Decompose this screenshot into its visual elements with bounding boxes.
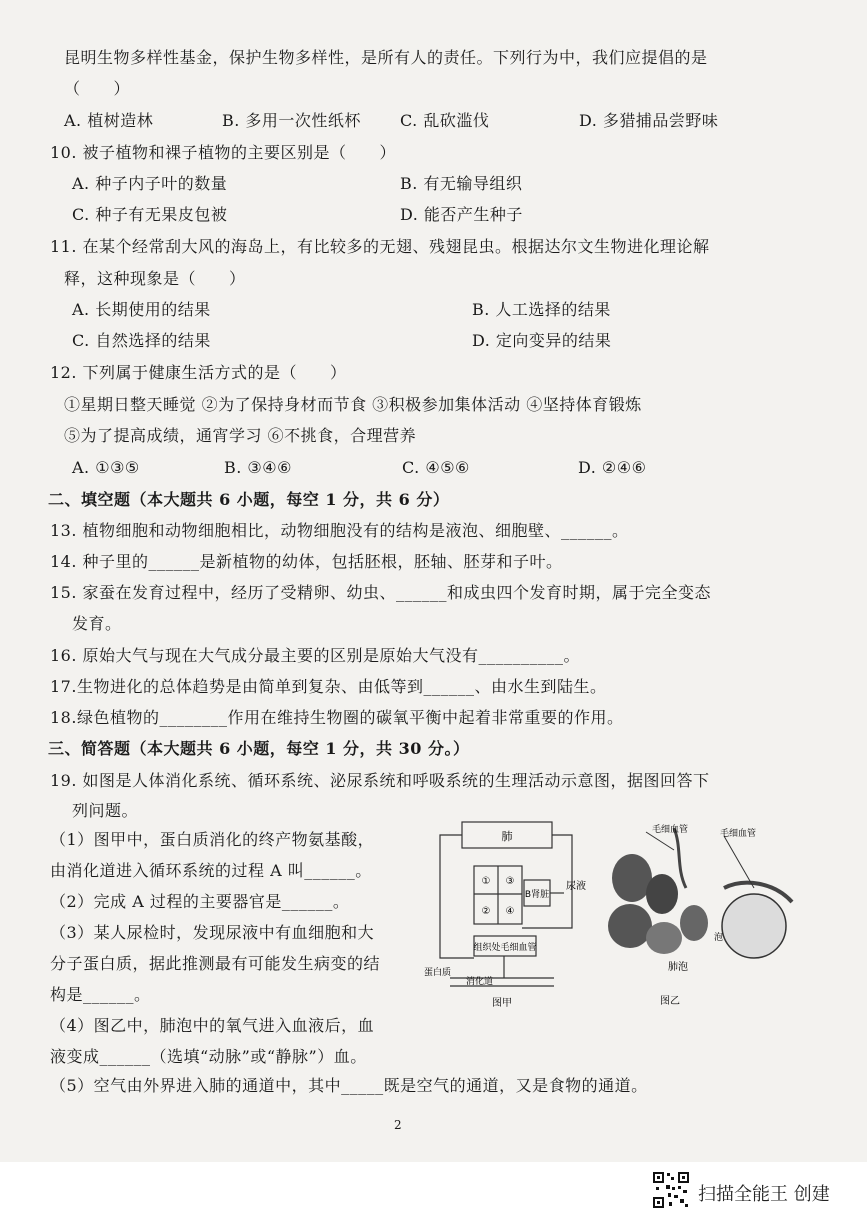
figure-caption-b: 图乙 [660,996,680,1007]
figure-label-capillary: 组织处毛细血管 [473,943,537,953]
q14: 14. 种子里的______是新植物的幼体，包括胚根，胚轴、胚芽和子叶。 [50,552,563,571]
q16: 16. 原始大气与现在大气成分最主要的区别是原始大气没有__________。 [50,646,581,665]
q12-option-a: A. ①③⑤ [72,458,140,477]
q19-stem-line1: 19. 如图是人体消化系统、循环系统、泌尿系统和呼吸系统的生理活动示意图，据图回答下 [50,771,710,790]
heart-chamber-3: ③ [505,876,515,887]
q11-option-c: C. 自然选择的结果 [72,331,211,350]
q19-part4-line1: （4）图乙中，肺泡中的氧气进入血液后，血 [50,1016,375,1035]
figure-a-diagram [440,822,572,986]
q10-option-a: A. 种子内子叶的数量 [72,174,228,193]
figure-label-alveolus: 肺泡 [668,962,688,973]
q10-option-b: B. 有无输导组织 [400,174,523,193]
q12-option-d: D. ②④⑥ [578,458,647,477]
q10-option-c: C. 种子有无果皮包被 [72,205,228,224]
q15-line2: 发育。 [72,614,122,633]
q12-stem: 12. 下列属于健康生活方式的是（ ） [50,363,347,382]
figure-caption-a: 图甲 [492,998,512,1009]
q19-part3-line3: 构是______。 [50,985,151,1004]
section-fill-blank-heading: 二、填空题（本大题共 6 小题，每空 1 分，共 6 分） [48,490,450,509]
figure-label-digestive: 消化道 [466,977,494,987]
figure-label-capillary-b1: 毛细血管 [652,825,689,835]
heart-chamber-4: ④ [505,906,515,917]
q19-part4-line2: 液变成______（选填“动脉”或“静脉”）血。 [50,1047,367,1066]
q10-stem: 10. 被子植物和裸子植物的主要区别是（ ） [50,143,397,162]
q19-figure [424,818,849,1016]
figure-label-lung: 肺 [501,830,513,843]
heart-chamber-2: ② [481,906,491,917]
figure-label-urine: 尿液 [566,881,586,892]
q18: 18.绿色植物的________作用在维持生物圈的碳氧平衡中起着非常重要的作用。 [50,708,624,727]
q19-part2: （2）完成 A 过程的主要器官是______。 [50,892,350,911]
q11-option-a: A. 长期使用的结果 [72,300,211,319]
q12-items-line1: ①星期日整天睡觉 ②为了保持身材而节食 ③积极参加集体活动 ④坚持体育锻炼 [64,395,642,414]
q9-option-c: C. 乱砍滥伐 [400,111,490,130]
q11-option-b: B. 人工选择的结果 [472,300,611,319]
q9-option-d: D. 多猎捕品尝野味 [579,111,719,130]
q19-part1-line1: （1）图甲中，蛋白质消化的终产物氨基酸， [50,830,375,849]
q17: 17.生物进化的总体趋势是由简单到复杂、由低等到______、由水生到陆生。 [50,677,607,696]
figure-b-alveoli-drawing [608,828,792,958]
figure-label-protein: 蛋白质 [424,968,452,978]
figure-label-kidney: B肾脏 [524,890,550,900]
q15-line1: 15. 家蚕在发育过程中，经历了受精卵、幼虫、______和成虫四个发育时期，属于完全变态 [50,583,712,602]
q19-stem-line2: 列问题。 [72,801,139,820]
section-short-answer-heading: 三、简答题（本大题共 6 小题，每空 1 分，共 30 分。） [48,739,470,758]
q19-part1-line2: 由消化道进入循环系统的过程 A 叫______。 [50,861,372,880]
q12-option-c: C. ④⑤⑥ [402,458,470,477]
figure-label-capillary-b2: 毛细血管 [720,829,757,839]
q12-items-line2: ⑤为了提高成绩，通宵学习 ⑥不挑食，合理营养 [64,426,417,445]
q9-stem: 昆明生物多样性基金，保护生物多样性，是所有人的责任。下列行为中，我们应提倡的是 [64,48,708,67]
q9-option-b: B. 多用一次性纸杯 [222,111,361,130]
scanner-brand-text: 扫描全能王 创建 [698,1184,830,1205]
heart-chamber-1: ① [481,876,491,887]
page-number: 2 [394,1118,402,1132]
q9-option-a: A. 植树造林 [64,111,154,130]
q9-answer-paren: （ ） [64,79,131,98]
q19-part5: （5）空气由外界进入肺的通道中，其中_____既是空气的通道，又是食物的通道。 [50,1076,648,1095]
q12-option-b: B. ③④⑥ [224,458,292,477]
q11-stem-line1: 11. 在某个经常刮大风的海岛上，有比较多的无翅、残翅昆虫。根据达尔文生物进化理论解 [50,237,710,256]
scanner-footer [0,1162,867,1228]
q11-stem-line2: 释，这种现象是（ ） [64,269,246,288]
q19-part3-line1: （3）某人尿检时，发现尿液中有血细胞和大 [50,923,375,942]
qr-code-icon [652,1171,690,1209]
figure-label-alveolus-marker: 泡 [714,933,724,943]
q19-part3-line2: 分子蛋白质，据此推测最有可能发生病变的结 [50,954,381,973]
q10-option-d: D. 能否产生种子 [400,205,523,224]
q13: 13. 植物细胞和动物细胞相比，动物细胞没有的结构是液泡、细胞壁、______。 [50,521,629,540]
q11-option-d: D. 定向变异的结果 [472,331,612,350]
